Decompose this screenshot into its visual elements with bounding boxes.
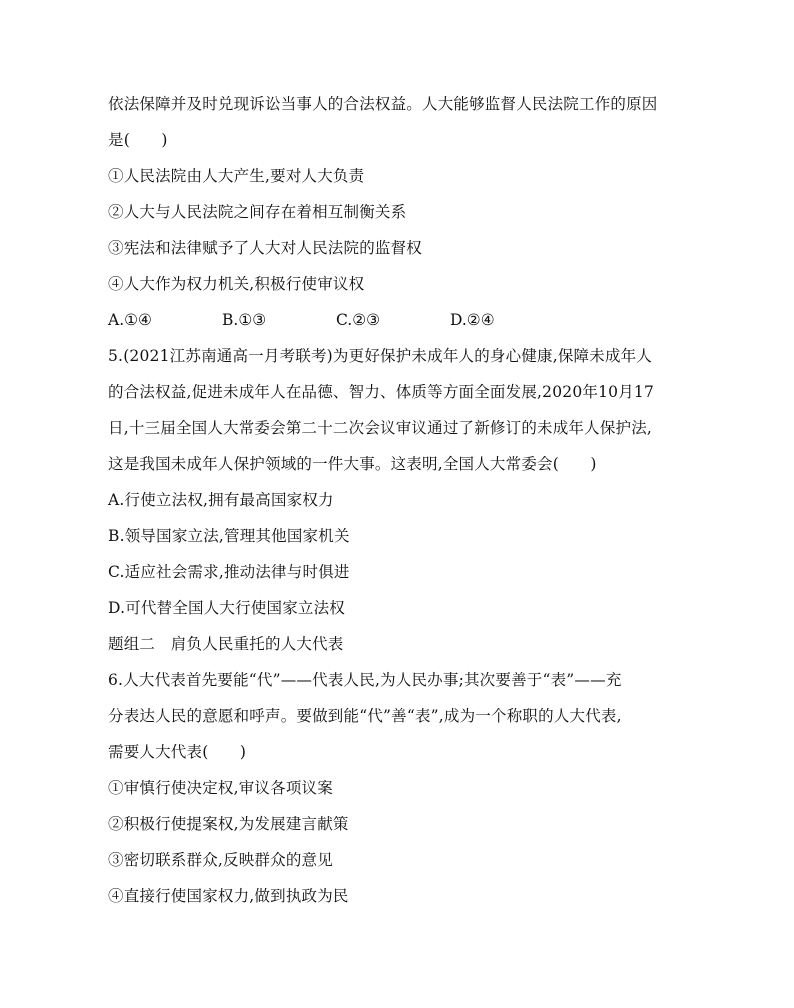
q6-item-4: ④直接行使国家权力,做到执政为民 [108,887,349,905]
q5-option-a: A.行使立法权,拥有最高国家权力 [108,491,334,509]
q5-stem-line-4: 这是我国未成年人保护领域的一件大事。这表明,全国人大常委会( ) [108,455,597,473]
group-2-title: 题组二 肩负人民重托的人大代表 [108,635,344,653]
q5-option-d: D.可代替全国人大行使国家立法权 [108,599,346,617]
q5-option-c: C.适应社会需求,推动法律与时俱进 [108,563,350,581]
q6-item-3: ③密切联系群众,反映群众的意见 [108,851,333,869]
q4-item-4: ④人大作为权力机关,积极行使审议权 [108,275,365,293]
q5-option-b: B.领导国家立法,管理其他国家机关 [108,527,350,545]
q5-stem-line-3: 日,十三届全国人大常委会第二十二次会议审议通过了新修订的未成年人保护法, [108,419,653,437]
q6-stem-line-2: 分表达人民的意愿和呼声。要做到能“代”善“表”,成为一个称职的人大代表, [108,707,622,725]
q4-option-b: B.①③ [222,311,267,329]
q4-stem-line-1: 依法保障并及时兑现诉讼当事人的合法权益。人大能够监督人民法院工作的原因 [108,95,658,113]
q6-item-1: ①审慎行使决定权,审议各项议案 [108,779,333,797]
q6-item-2: ②积极行使提案权,为发展建言献策 [108,815,349,833]
q4-option-a: A.①④ [108,311,152,329]
q4-item-2: ②人大与人民法院之间存在着相互制衡关系 [108,203,407,221]
q4-item-3: ③宪法和法律赋予了人大对人民法院的监督权 [108,239,423,257]
q6-stem-line-3: 需要人大代表( ) [108,743,247,761]
q4-item-1: ①人民法院由人大产生,要对人大负责 [108,167,365,185]
q5-stem-line-2: 的合法权益,促进未成年人在品德、智力、体质等方面全面发展,2020年10月17 [108,383,655,401]
q6-stem-line-1: 6.人大代表首先要能“代”——代表人民,为人民办事;其次要善于“表”——充 [108,671,622,689]
q4-option-c: C.②③ [336,311,381,329]
q4-option-d: D.②④ [450,311,495,329]
q5-stem-line-1: 5.(2021江苏南通高一月考联考)为更好保护未成年人的身心健康,保障未成年人 [108,347,653,365]
q4-stem-line-2: 是( ) [108,131,168,149]
